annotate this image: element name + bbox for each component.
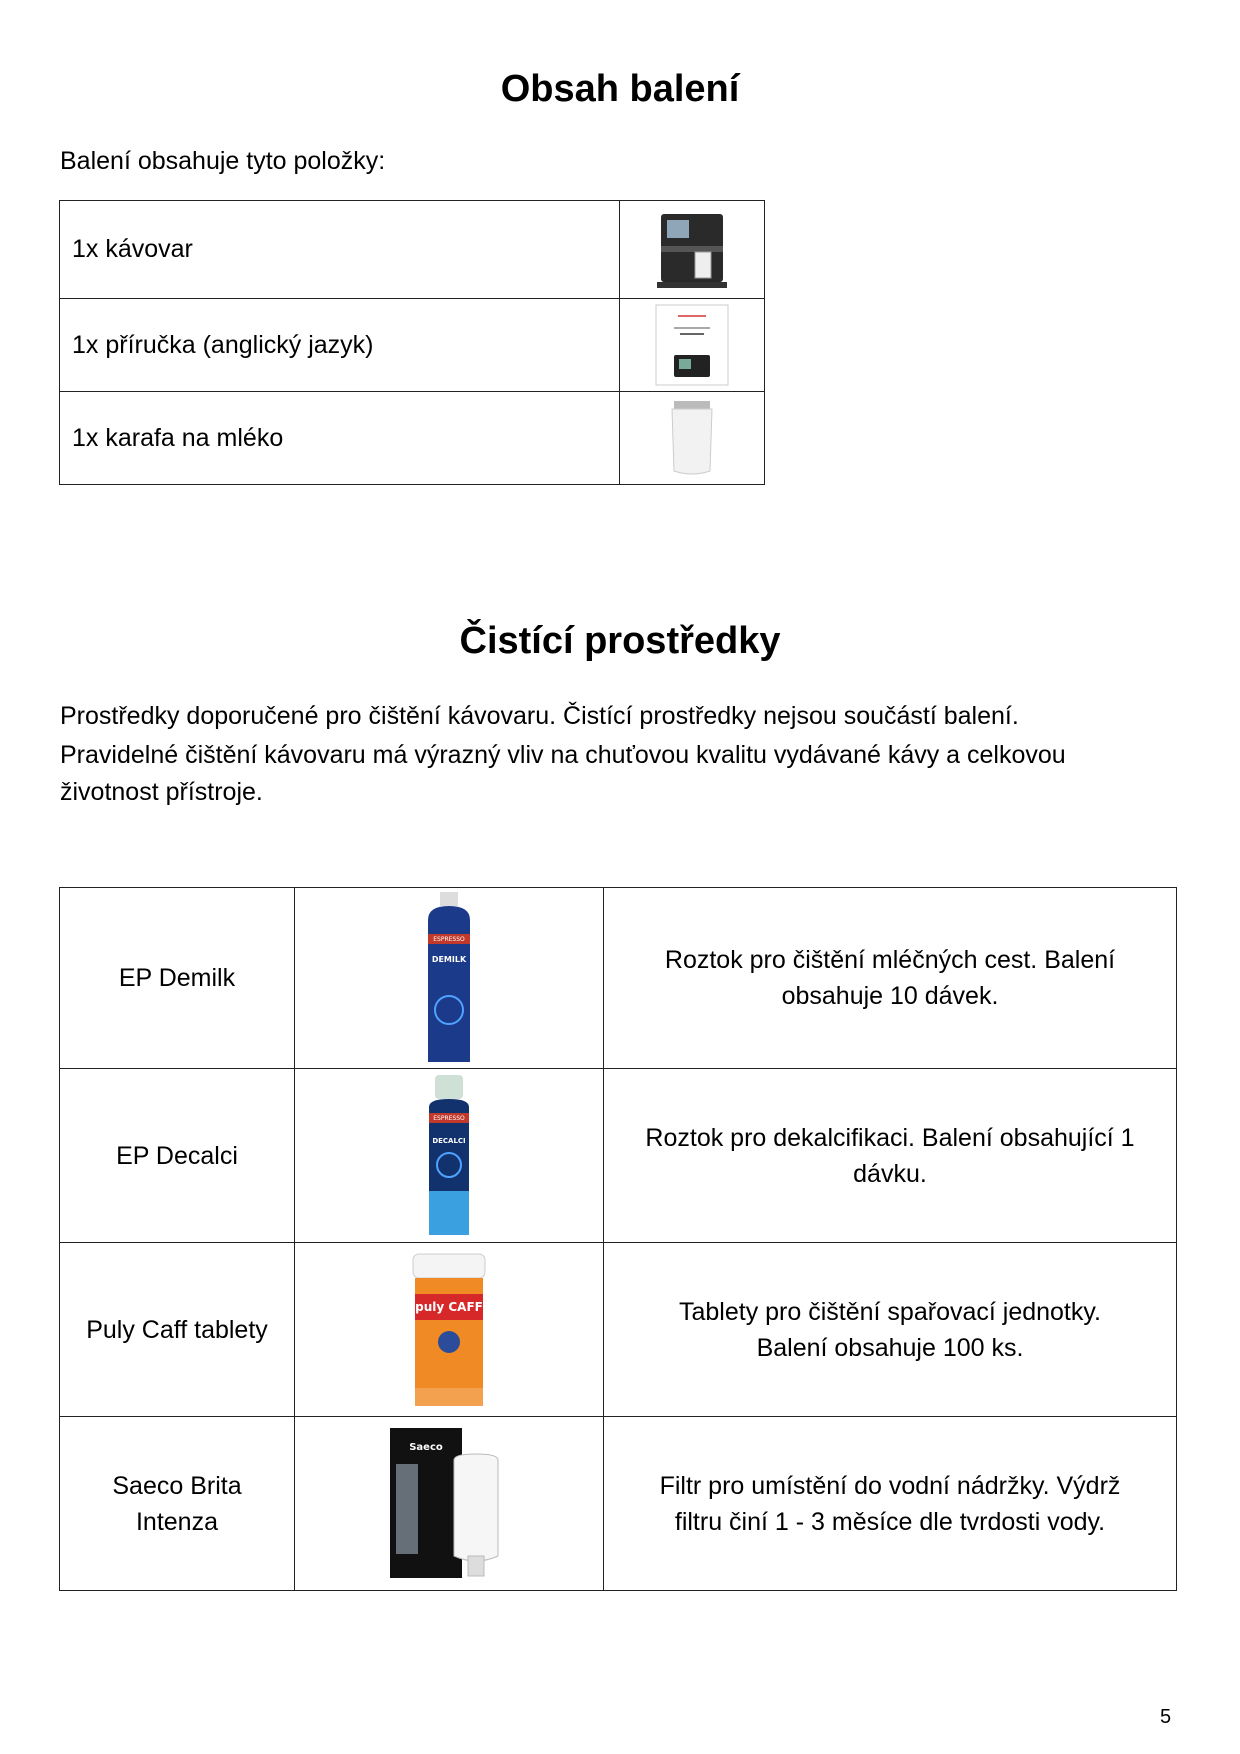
cleaning-intro-line-1: Prostředky doporučené pro čištění kávovaru. Čistící prostředky nejsou součástí balení.	[60, 702, 1019, 730]
table-row	[60, 1069, 1177, 1243]
table-row	[60, 201, 765, 299]
description-line-2: obsahuje 10 dávek.	[781, 982, 999, 1010]
description-line-2: Balení obsahuje 100 ks.	[756, 1333, 1024, 1362]
section-title-cleaning-products: Čistící prostředky	[459, 620, 781, 662]
can-label-text: puly CAFF	[415, 1299, 483, 1314]
coffee-machine-image	[620, 201, 765, 299]
package-intro: Balení obsahuje tyto položky:	[60, 147, 386, 175]
puly-caff-image	[295, 1243, 604, 1417]
table-row	[60, 392, 765, 485]
milk-carafe-image	[620, 392, 765, 485]
product-name-line-2: Intenza	[135, 1507, 218, 1536]
table-row	[60, 1243, 1177, 1417]
decalci-bottle-image	[295, 1069, 604, 1243]
description-line-1: Roztok pro dekalcifikaci. Balení obsahující 1	[645, 1123, 1135, 1152]
item-label: 1x kávovar	[60, 201, 620, 299]
description-line-1: Roztok pro čištění mléčných cest. Balení	[664, 946, 1116, 974]
package-contents-table	[59, 200, 765, 485]
item-label: 1x příručka (anglický jazyk)	[60, 299, 620, 392]
section-title-package-contents: Obsah balení	[500, 68, 740, 110]
bottle-label-text: DEMILK	[431, 955, 467, 964]
table-row	[60, 888, 1177, 1069]
bottle-brand-text: ESPRESSO	[433, 1114, 465, 1122]
table-row	[60, 1417, 1177, 1591]
table-row	[60, 299, 765, 392]
description-line-2: filtru činí 1 - 3 měsíce dle tvrdosti vody.	[674, 1507, 1106, 1536]
page-number: 5	[1160, 1706, 1172, 1728]
description-line-2: dávku.	[853, 1159, 927, 1188]
product-name: EP Demilk	[60, 888, 295, 1069]
product-description	[604, 1417, 1177, 1591]
product-name: Puly Caff tablety	[60, 1243, 295, 1417]
bottle-brand-text: ESPRESSO	[433, 936, 465, 943]
cleaning-products-table	[59, 887, 1177, 1591]
cleaning-intro-line-2: Pravidelné čištění kávovaru má výrazný vliv na chuťovou kvalitu vydávané kávy a celkovou	[60, 741, 1066, 769]
item-label: 1x karafa na mléko	[60, 392, 620, 485]
description-line-1: Tablety pro čištění spařovací jednotky.	[679, 1297, 1101, 1326]
product-description	[604, 888, 1177, 1069]
bottle-label-text: DECALCI	[432, 1136, 466, 1145]
product-name: EP Decalci	[60, 1069, 295, 1243]
manual-image	[620, 299, 765, 392]
product-description	[604, 1243, 1177, 1417]
cleaning-intro-line-3: životnost přístroje.	[60, 778, 263, 806]
brita-filter-image	[295, 1417, 604, 1591]
demilk-bottle-image	[295, 888, 604, 1069]
product-name	[60, 1417, 295, 1591]
box-label-text: Saeco	[409, 1441, 443, 1453]
product-name-line-1: Saeco Brita	[112, 1471, 242, 1500]
description-line-1: Filtr pro umístění do vodní nádržky. Výdrž	[659, 1471, 1121, 1500]
product-description	[604, 1069, 1177, 1243]
